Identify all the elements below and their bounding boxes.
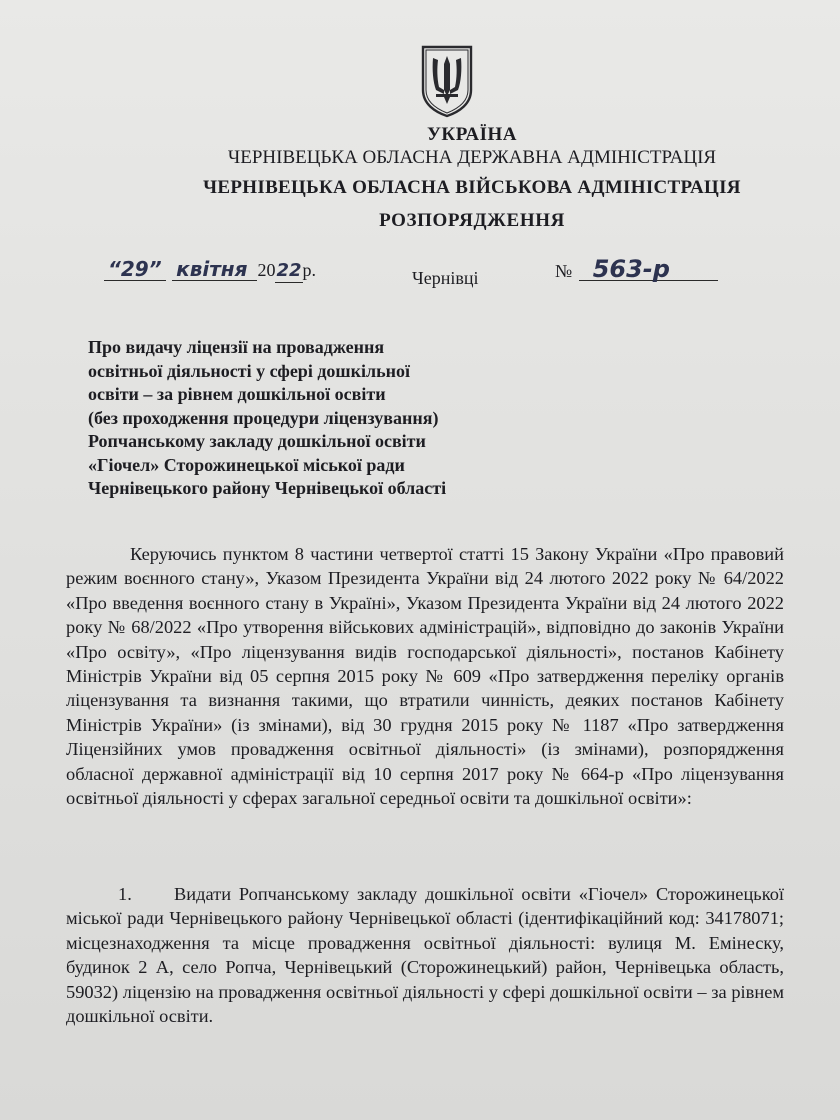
document-type-title: РОЗПОРЯДЖЕННЯ bbox=[379, 210, 565, 231]
date-year-suffix: 22 bbox=[276, 260, 302, 281]
subject-line: Ропчанському закладу дошкільної освіти bbox=[88, 431, 426, 451]
date-month: квітня bbox=[172, 258, 257, 281]
date-day: 29 bbox=[120, 257, 149, 281]
document-city: Чернівці bbox=[412, 268, 479, 288]
number-label: № bbox=[555, 261, 573, 281]
order-item-1 bbox=[66, 882, 784, 1028]
date-year-prefix: 20 bbox=[257, 260, 276, 280]
document-number bbox=[555, 255, 718, 283]
preamble-paragraph: Керуючись пунктом 8 частини четвертої статті 15 Закону України «Про правовий режим воєнного стану», Указом Президента України від 24 лютого 2022 року № 64/2022 «Про введення воєнного стану в Україні», Указом Президента України від 24 лютого 2022 року № 68/2022 «Про утворення військових адміністрацій», відповідно до законів України «Про освіту», «Про ліцензування видів господарської діяльності», постанов Кабінету Міністрів України від 05 серпня 2015 року № 609 «Про затвердження переліку органів ліцензування та визнання такими, що втратили чинність, деяких постанов Кабінету Міністрів України» (із змінами), від 30 грудня 2015 року № 1187 «Про затвердження Ліцензійних умов провадження освітньої діяльності» (із змінами), розпорядження обласної державної адміністрації від 10 серпня 2017 року № 664-р «Про ліцензування освітньої діяльності у сферах загальної середньої освіти та дошкільної освіти»: bbox=[66, 544, 784, 809]
subject-line: Про видачу ліцензії на провадження bbox=[88, 337, 385, 357]
document-subject bbox=[88, 336, 446, 501]
item-text: Видати Ропчанському закладу дошкільної освіти «Гіочел» Сторожинецької міської ради Чернівецького району Чернівецької області (ідентифікаційний код: 34178071; місцезнаходження та місце провадження освітньої діяльності: вулиця М. Емінеску, будинок 2 А, село Ропча, Чернівецький (Сторожинецький) район, Чернівецька область, 59032) ліцензію на провадження освітньої діяльності у сфері дошкільної освіти – за рівнем дошкільної освіти. bbox=[66, 884, 784, 1027]
subject-line: Чернівецького району Чернівецької області bbox=[88, 478, 447, 498]
document-date bbox=[104, 258, 316, 283]
subject-line: освіти – за рівнем дошкільної освіти bbox=[88, 384, 386, 404]
close-quote: ” bbox=[148, 257, 162, 281]
date-day-field bbox=[104, 258, 166, 281]
subject-line: освітньої діяльності у сфері дошкільної bbox=[88, 360, 410, 381]
state-administration-title: ЧЕРНІВЕЦЬКА ОБЛАСНА ДЕРЖАВНА АДМІНІСТРАЦІЯ bbox=[227, 147, 717, 168]
item-number: 1. bbox=[118, 884, 132, 904]
country-title: УКРАЇНА bbox=[426, 124, 517, 145]
date-year-unit: р. bbox=[302, 260, 317, 280]
military-administration-title: ЧЕРНІВЕЦЬКА ОБЛАСНА ВІЙСЬКОВА АДМІНІСТРАЦІЯ bbox=[203, 177, 741, 198]
open-quote: “ bbox=[108, 257, 121, 281]
number-value: 563-р bbox=[579, 258, 718, 281]
subject-line: (без проходження процедури ліцензування) bbox=[88, 407, 439, 428]
subject-line: «Гіочел» Сторожинецької міської ради bbox=[88, 454, 405, 475]
trident-coat-of-arms-icon bbox=[419, 44, 475, 118]
